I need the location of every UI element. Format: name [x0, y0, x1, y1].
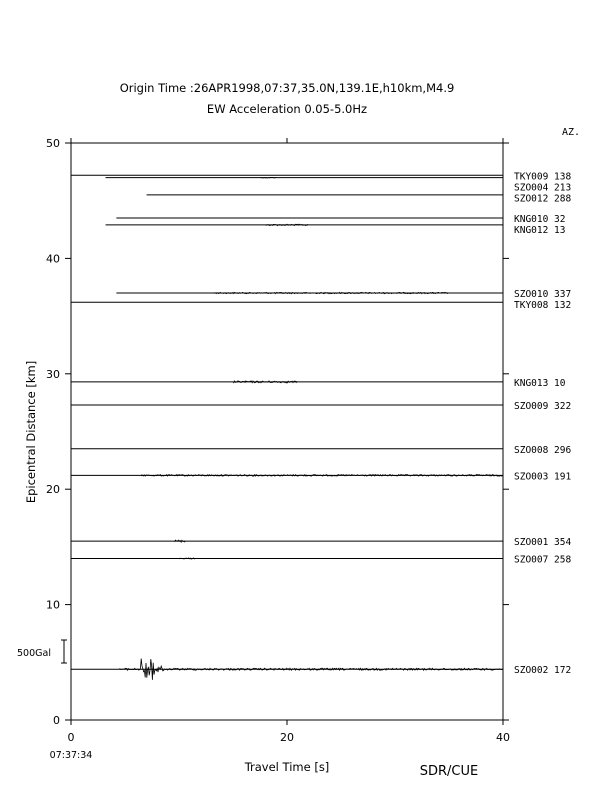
station-label: SZO002 172 — [514, 665, 572, 677]
station-label: SZO010 337 — [514, 289, 572, 301]
station-label: TKY008 132 — [514, 300, 572, 312]
y-axis-label: Epicentral Distance [km] — [24, 360, 38, 504]
credit-label: SDR/CUE — [419, 764, 479, 779]
station-label: SZO012 288 — [514, 193, 572, 205]
y-tick-label: 50 — [46, 137, 60, 150]
y-tick-label: 40 — [46, 252, 60, 266]
y-tick-label: 20 — [46, 483, 60, 497]
x-tick-label: 20 — [280, 731, 294, 744]
station-label: SZO001 354 — [514, 537, 572, 549]
x-tick-label: 0 — [67, 731, 75, 744]
y-tick-label: 10 — [46, 598, 60, 612]
y-tick-label: 0 — [53, 714, 60, 727]
origin-time-label: 07:37:34 — [49, 750, 93, 761]
station-label: SZO003 191 — [514, 471, 572, 483]
station-label: SZO004 213 — [514, 182, 572, 194]
station-traces — [71, 175, 503, 680]
station-label: TKY009 138 — [514, 171, 572, 183]
station-label: SZO008 296 — [514, 444, 572, 456]
axes-frame — [71, 143, 503, 720]
station-label: SZO007 258 — [514, 554, 572, 566]
chart-subtitle: EW Acceleration 0.05-5.0Hz — [206, 102, 368, 116]
scale-bar-label: 500Gal — [17, 648, 51, 659]
trace-waveform — [175, 540, 185, 542]
station-label: KNG012 13 — [514, 225, 566, 237]
station-label: KNG010 32 — [514, 214, 566, 226]
trace-waveform — [265, 224, 307, 226]
x-tick-label: 40 — [496, 731, 510, 744]
amplitude-scale-bar — [17, 640, 67, 663]
station-label: KNG013 10 — [514, 377, 566, 389]
azimuth-header: AZ. — [562, 127, 581, 138]
y-tick-label: 30 — [46, 367, 60, 381]
chart-title: Origin Time :26APR1998,07:37,35.0N,139.1E,h10km,M4.9 — [119, 81, 455, 95]
station-label: SZO009 322 — [514, 400, 572, 412]
x-axis-label: Travel Time [s] — [244, 760, 330, 774]
x-axis-ticks — [68, 138, 511, 744]
station-labels — [514, 171, 571, 676]
